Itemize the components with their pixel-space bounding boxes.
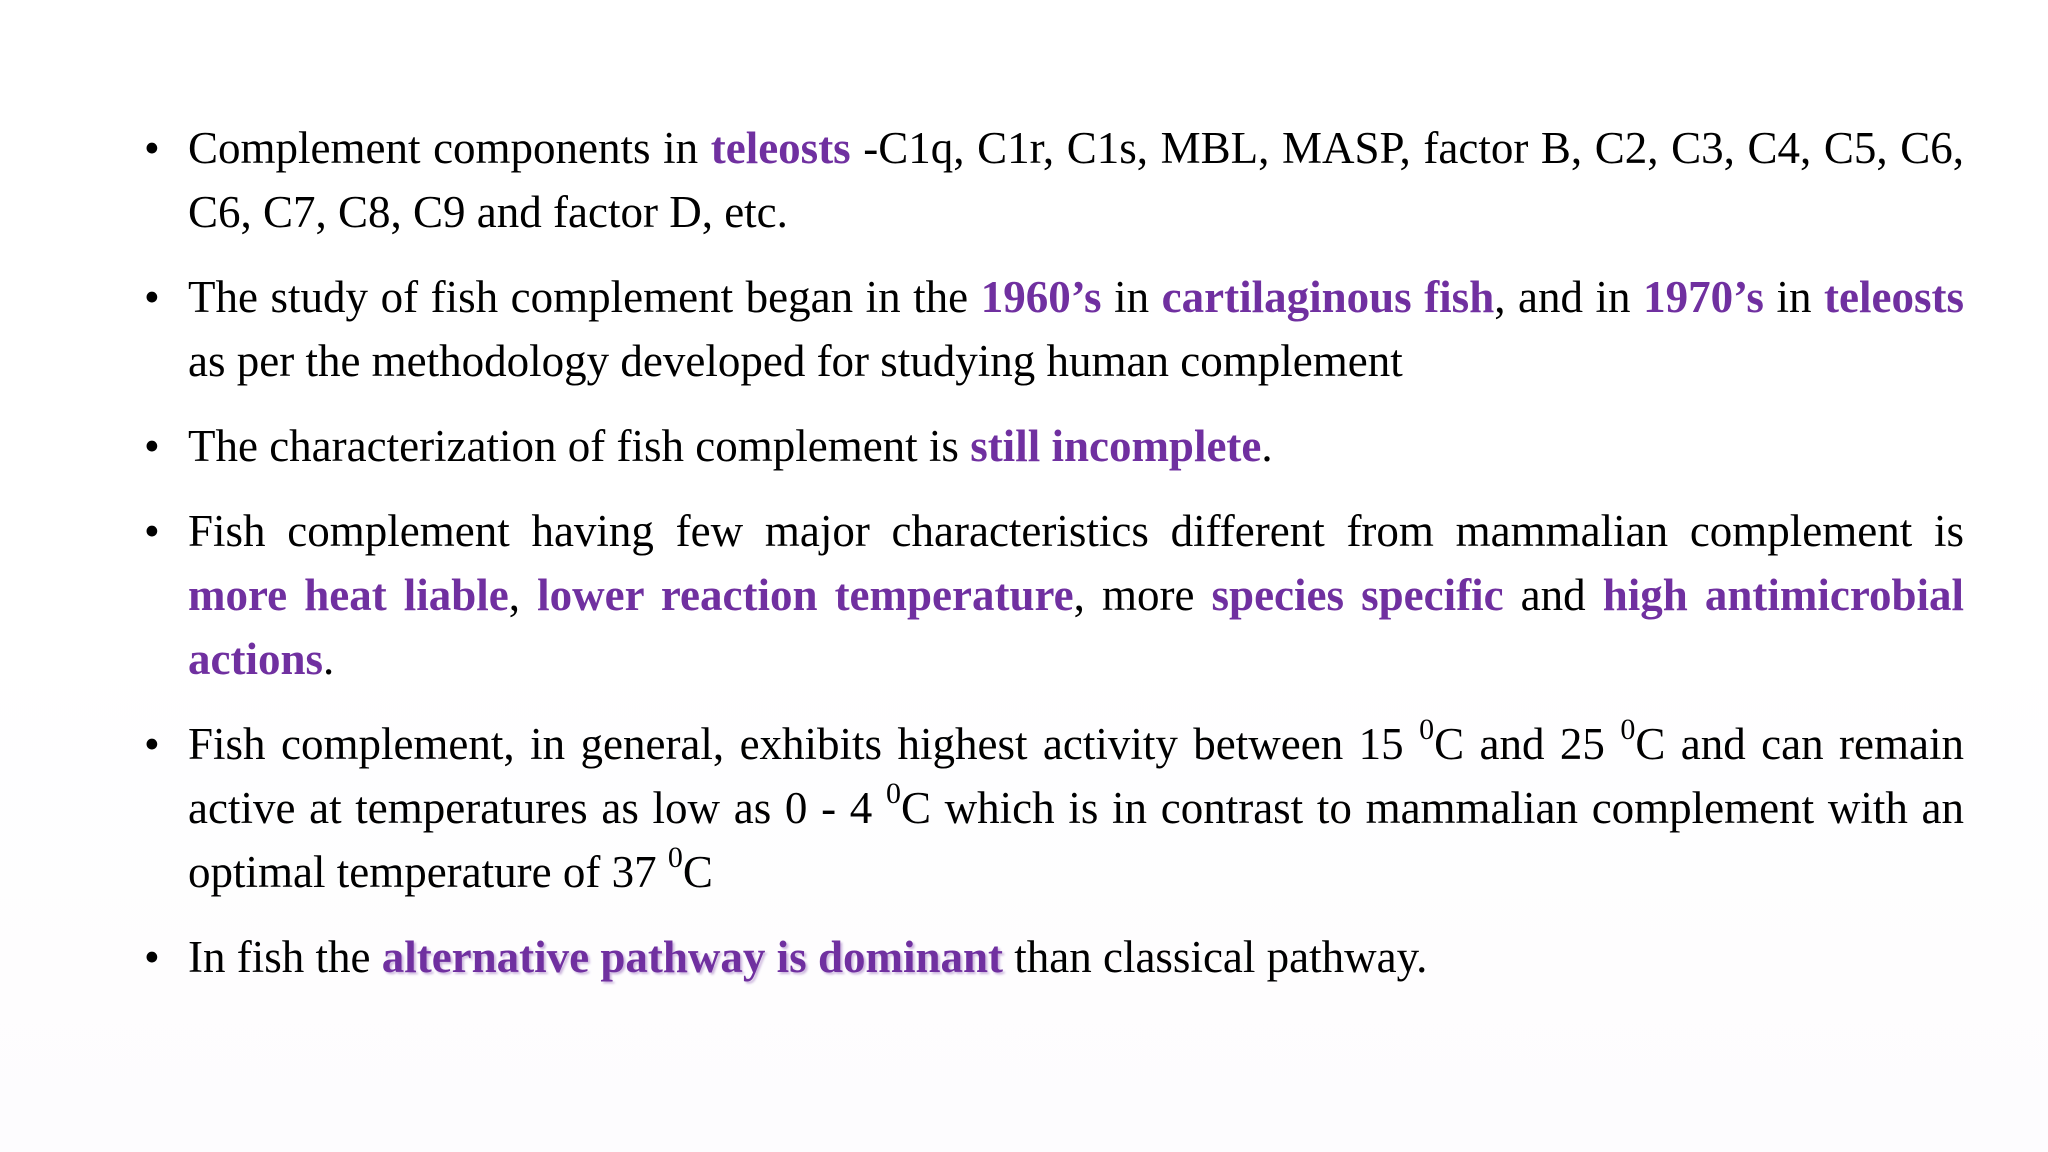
highlight-teleosts: teleosts	[1824, 272, 1964, 322]
text: .	[323, 634, 335, 684]
text: C and can remain active at temperatures as low as 0 - 4	[188, 719, 1964, 833]
degree-superscript: 0	[1419, 713, 1435, 746]
bullet-list	[140, 116, 1964, 1010]
highlight-antimicrobial-actions: high antimicrobial actions	[188, 570, 1965, 684]
text: .	[1261, 421, 1273, 471]
highlight-cartilaginous-fish: cartilaginous fish	[1161, 272, 1495, 322]
text: in	[1101, 272, 1162, 322]
highlight-lower-reaction-temperature: lower reaction temperature	[537, 570, 1074, 620]
highlight-alternative-pathway: alternative pathway is dominant	[381, 932, 1003, 982]
highlight-species-specific: species specific	[1211, 570, 1504, 620]
highlight-1970s: 1970’s	[1643, 272, 1764, 322]
text: and	[1503, 570, 1603, 620]
text: Complement components in	[188, 123, 711, 173]
bullet-temperature-activity	[140, 712, 1964, 904]
bullet-characterization	[140, 414, 1964, 478]
highlight-still-incomplete: still incomplete	[970, 421, 1262, 471]
bullet-complement-components	[140, 116, 1964, 244]
highlight-heat-liable: more heat liable	[188, 570, 509, 620]
degree-superscript: 0	[885, 777, 901, 810]
highlight-teleosts: teleosts	[710, 123, 851, 173]
text: as per the methodology developed for studying human complement	[188, 336, 1403, 386]
text: in	[1763, 272, 1825, 322]
text: In fish the	[188, 932, 382, 982]
bullet-characteristics	[140, 499, 1964, 691]
text: The characterization of fish complement is	[188, 421, 971, 471]
text: C	[682, 847, 713, 897]
bullet-study-history	[140, 265, 1964, 393]
text: , more	[1073, 570, 1212, 620]
text: The study of fish complement began in the	[188, 272, 981, 322]
text: Fish complement having few major characteristics different from mammalian complement is	[188, 506, 1964, 556]
bullet-pathway	[140, 925, 1964, 989]
text: -C1q, C1r, C1s, MBL, MASP, factor B, C2, C3, C4, C5, C6, C6, C7, C8, C9 and factor D, etc.	[188, 123, 1965, 237]
highlight-1960s: 1960’s	[980, 272, 1102, 322]
text: C and 25	[1434, 719, 1621, 769]
text: ,	[508, 570, 538, 620]
text: Fish complement, in general, exhibits highest activity between 15	[188, 719, 1420, 769]
degree-superscript: 0	[667, 841, 683, 874]
degree-superscript: 0	[1620, 713, 1636, 746]
text: than classical pathway.	[1003, 932, 1428, 982]
text: , and in	[1494, 272, 1644, 322]
text: C which is in contrast to mammalian complement with an optimal temperature of 37	[188, 783, 1964, 897]
